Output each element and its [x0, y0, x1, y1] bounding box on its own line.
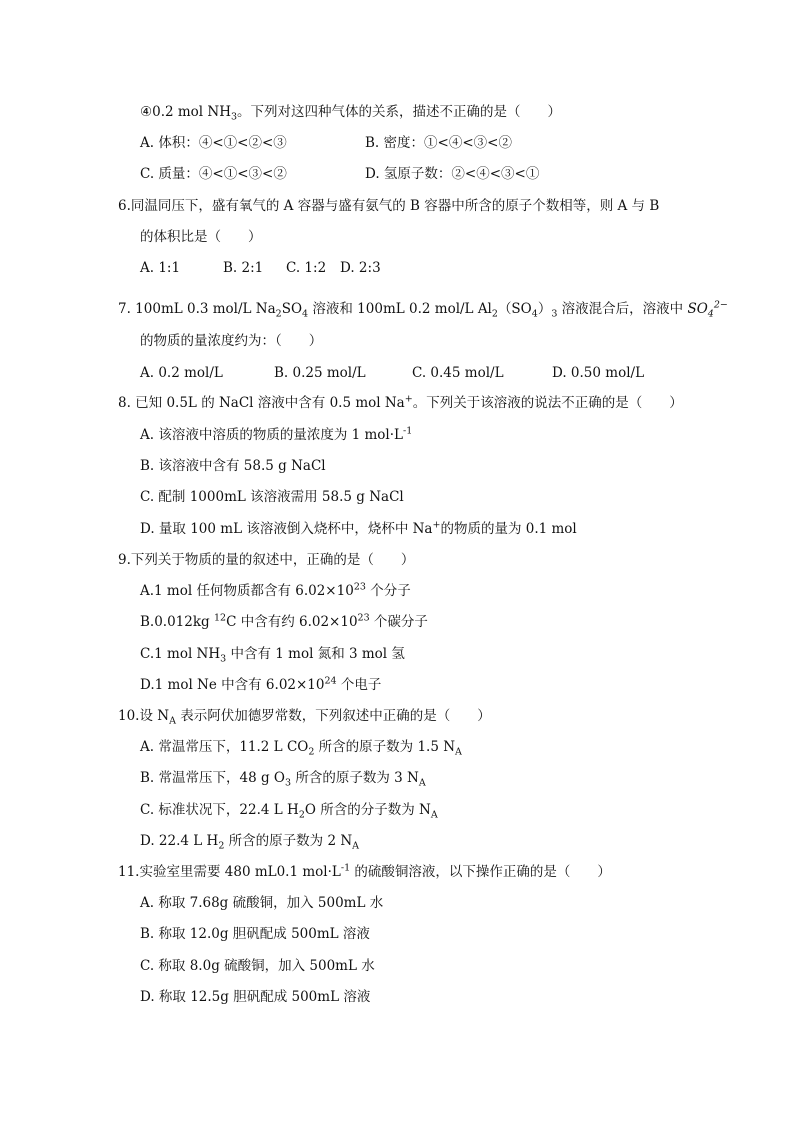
- q10-option-c-text: C. 标准状况下，22.4 L H: [140, 802, 299, 818]
- q9-option-b-text: B.0.012kg: [140, 614, 214, 630]
- q7-option-a[interactable]: A. 0.2 mol/L: [140, 365, 223, 381]
- q10-option-c[interactable]: [140, 800, 438, 820]
- q7-stem-part: SO: [281, 301, 303, 317]
- superscript: 24: [324, 675, 337, 687]
- q11-option-d[interactable]: D. 称取 12.5g 胆矾配成 500mL 溶液: [140, 989, 371, 1005]
- subscript: 2: [298, 809, 305, 821]
- q6-option-d[interactable]: D. 2:3: [340, 260, 381, 276]
- subscript: A: [169, 715, 176, 727]
- q9-stem: 9.下列关于物质的量的叙述中，正确的是（ ）: [118, 552, 415, 568]
- q9-option-a-text: A.1 mol 任何物质都含有 6.02×10: [140, 583, 354, 599]
- q7-stem-part: ）: [537, 301, 552, 317]
- superscript: 23: [353, 581, 366, 593]
- q6-stem-line-2: 的体积比是（ ）: [140, 229, 262, 245]
- q11-stem-part: 11.实验室里需要 480 mL0.1 mol·L: [118, 864, 341, 880]
- subscript: 2: [308, 746, 315, 758]
- q7-stem-part: （SO: [497, 301, 532, 317]
- q10-option-a-text: A. 常温常压下，11.2 L CO: [140, 739, 309, 755]
- q9-option-b[interactable]: [140, 612, 428, 632]
- ion-symbol: SO: [687, 301, 708, 317]
- superscript: +: [432, 519, 441, 531]
- q5-option-a[interactable]: A. 体积：④<①<②<③: [140, 135, 287, 151]
- q7-stem-part: 溶液和 100mL 0.2 mol/L Al: [308, 301, 492, 317]
- q8-option-c[interactable]: C. 配制 1000mL 该溶液需用 58.5 g NaCl: [140, 489, 404, 505]
- q6-option-a[interactable]: A. 1:1: [140, 260, 181, 276]
- q6-stem-line-1: 6.同温同压下，盛有氧气的 A 容器与盛有氨气的 B 容器中所含的原子个数相等，则 A 与 B: [118, 198, 660, 214]
- q8-option-a[interactable]: [140, 425, 412, 445]
- q10-option-c-text: O 所含的分子数为 N: [304, 802, 431, 818]
- subscript: 2: [491, 308, 498, 320]
- q10-option-a-text: 所含的原子数为 1.5 N: [314, 739, 456, 755]
- q9-option-b-text: C 中含有约 6.02×10: [226, 614, 358, 630]
- q10-stem-part: 表示阿伏加德罗常数，下列叙述中正确的是（ ）: [175, 708, 491, 724]
- q10-stem: [118, 706, 491, 726]
- q8-option-d-text: 的物质的量为 0.1 mol: [440, 521, 577, 537]
- q10-option-a[interactable]: [140, 737, 462, 757]
- subscript: 2: [218, 840, 225, 852]
- subscript: A: [455, 746, 462, 758]
- q9-option-a-text: 个分子: [365, 583, 411, 599]
- sulfate-ion-formula: [687, 299, 728, 320]
- q10-option-b-text: B. 常温常压下，48 g O: [140, 770, 285, 786]
- q10-stem-part: 10.设 N: [118, 708, 170, 724]
- superscript: +: [404, 393, 413, 405]
- q5-stem-part: ④0.2 mol NH: [140, 104, 231, 120]
- q7-option-d[interactable]: D. 0.50 mol/L: [552, 365, 645, 381]
- superscript: -1: [403, 425, 413, 437]
- q8-stem-part: 8. 已知 0.5L 的 NaCl 溶液中含有 0.5 mol Na: [118, 395, 405, 411]
- subscript: 4: [707, 308, 714, 320]
- q9-option-d-text: 个电子: [336, 677, 382, 693]
- superscript: 23: [357, 612, 370, 624]
- subscript: 3: [220, 653, 227, 665]
- q8-option-a-text: A. 该溶液中溶质的物质的量浓度为 1 mol·L: [140, 427, 404, 443]
- q9-option-d-text: D.1 mol Ne 中含有 6.02×10: [140, 677, 325, 693]
- q8-option-d-text: D. 量取 100 mL 该溶液倒入烧杯中，烧杯中 Na: [140, 521, 433, 537]
- q11-option-b[interactable]: B. 称取 12.0g 胆矾配成 500mL 溶液: [140, 926, 370, 942]
- q8-option-b[interactable]: B. 该溶液中含有 58.5 g NaCl: [140, 458, 326, 474]
- q11-option-a[interactable]: A. 称取 7.68g 硫酸铜，加入 500mL 水: [140, 895, 384, 911]
- superscript: 2−: [713, 299, 728, 311]
- q5-option-d[interactable]: D. 氢原子数：②<④<③<①: [365, 166, 540, 182]
- q11-stem-part: 的硫酸铜溶液，以下操作正确的是（ ）: [350, 864, 611, 880]
- q10-option-d-text: 所含的原子数为 2 N: [224, 833, 353, 849]
- subscript: A: [430, 809, 438, 821]
- subscript: 4: [531, 308, 538, 320]
- subscript: 3: [231, 111, 238, 123]
- q9-option-d[interactable]: [140, 675, 381, 695]
- subscript: 2: [275, 308, 282, 320]
- q11-stem: [118, 862, 611, 882]
- q8-stem-part: 。下列关于该溶液的说法不正确的是（ ）: [412, 395, 683, 411]
- q7-option-c[interactable]: C. 0.45 mol/L: [412, 365, 504, 381]
- q7-stem-line-2: 的物质的量浓度约为：（ ）: [140, 333, 323, 349]
- q7-option-b[interactable]: B. 0.25 mol/L: [274, 365, 366, 381]
- q6-option-b[interactable]: B. 2:1: [223, 260, 264, 276]
- q9-option-c-text: C.1 mol NH: [140, 646, 221, 662]
- q5-stem-part: 。下列对这四种气体的关系，描述不正确的是（ ）: [237, 104, 562, 120]
- q7-stem-part: 7. 100mL 0.3 mol/L Na: [118, 301, 276, 317]
- subscript: 3: [284, 777, 292, 789]
- q9-option-c[interactable]: [140, 644, 405, 664]
- q10-option-b-text: 所含的原子数为 3 N: [291, 770, 419, 786]
- q10-option-d-text: D. 22.4 L H: [140, 833, 219, 849]
- q5-option-c[interactable]: C. 质量：④<①<③<②: [140, 166, 287, 182]
- subscript: 4: [302, 308, 309, 320]
- subscript: 3: [551, 308, 558, 320]
- q7-stem-line-1: [118, 299, 728, 319]
- superscript: 12: [213, 612, 227, 624]
- superscript: -1: [340, 862, 351, 874]
- q7-stem-part: 溶液混合后，溶液中: [557, 301, 688, 317]
- q9-option-b-text: 个碳分子: [369, 614, 428, 630]
- q5-stem-continuation: [140, 102, 561, 122]
- subscript: A: [352, 840, 360, 852]
- q6-option-c[interactable]: C. 1:2: [286, 260, 327, 276]
- q9-option-c-text: 中含有 1 mol 氮和 3 mol 氢: [226, 646, 405, 662]
- q5-option-b[interactable]: B. 密度：①<④<③<②: [365, 135, 512, 151]
- q8-option-d[interactable]: [140, 519, 577, 539]
- q9-option-a[interactable]: [140, 581, 411, 601]
- q10-option-d[interactable]: [140, 831, 359, 851]
- q11-option-c[interactable]: C. 称取 8.0g 硫酸铜，加入 500mL 水: [140, 958, 375, 974]
- q8-stem: [118, 393, 683, 413]
- subscript: A: [418, 777, 426, 789]
- q10-option-b[interactable]: [140, 768, 426, 788]
